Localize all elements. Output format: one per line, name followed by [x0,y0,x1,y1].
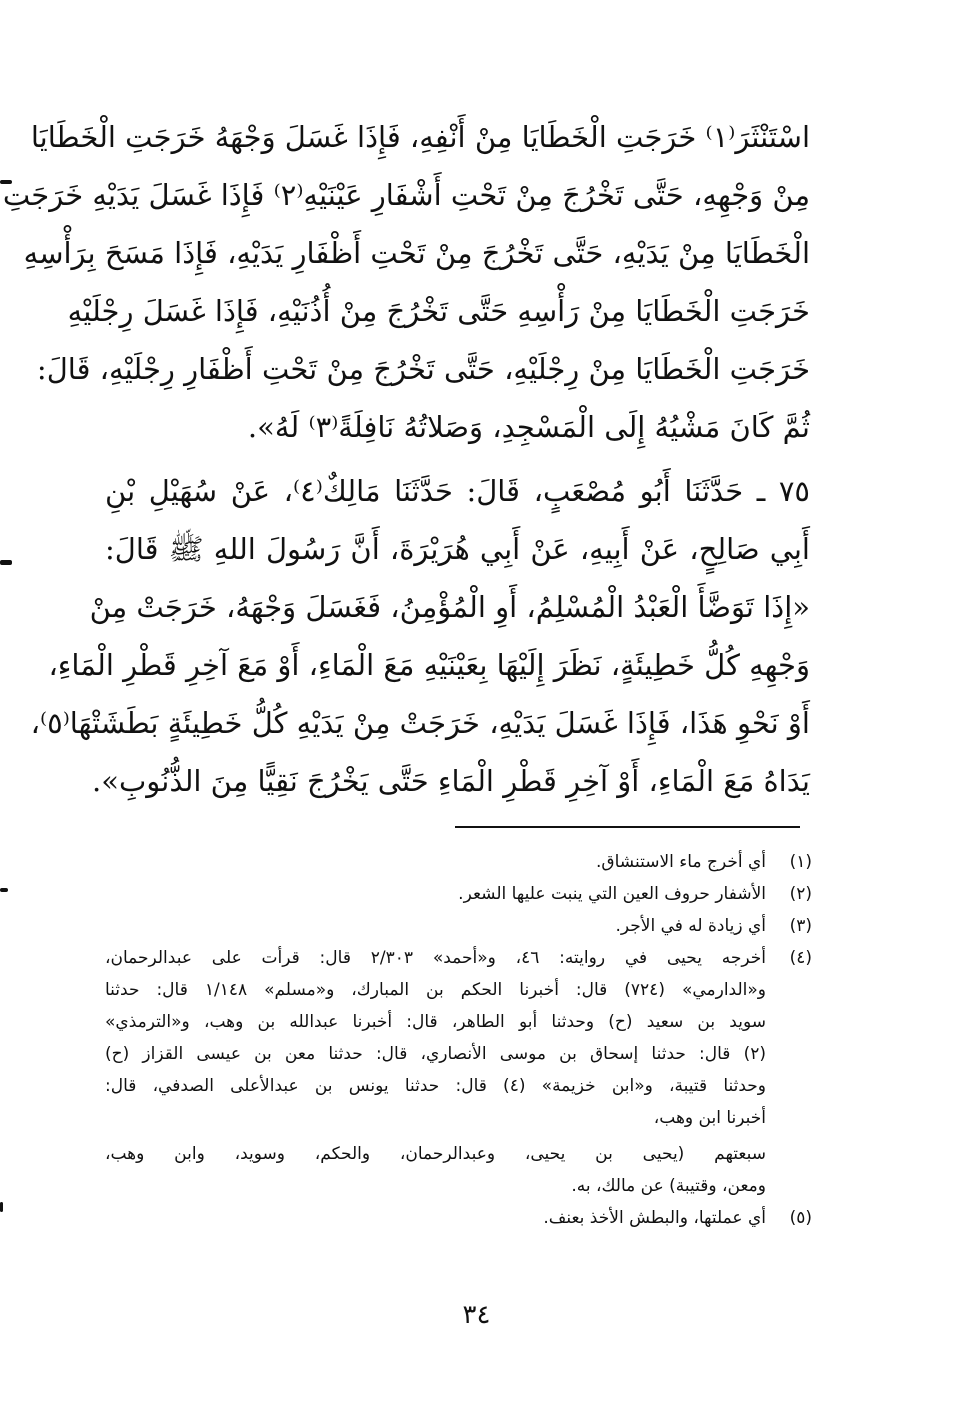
scan-edge-mark [0,888,8,892]
text-line: وَجْهِهِ كُلُّ خَطِيئَةٍ، نَظَرَ إِلَيْهَا بِعَيْنَيْهِ مَعَ الْمَاءِ، أَوْ مَعَ آخِرِ قَطْرِ الْمَاءِ، [48,648,810,682]
footnote-number: (٣) [789,916,812,936]
text-line: أَبِي صَالِحٍ، عَنْ أَبِيهِ، عَنْ أَبِي هُرَيْرَةَ، أَنَّ رَسُولَ اللهِ ﷺ قَالَ: [105,532,810,566]
text-line: خَرَجَتِ الْخَطَايَا مِنْ رِجْلَيْهِ، حَتَّى تَخْرُجَ مِنْ تَحْتِ أَظْفَارِ رِجْلَيْهِ، قَالَ: [36,352,810,386]
text-line: أَوْ نَحْوِ هَذَا، فَإِذَا غَسَلَ يَدَيْهِ، خَرَجَتْ مِنْ يَدَيْهِ كُلُّ خَطِيئَةٍ بَطَشَتْهَا⁽٥⁾، [30,706,810,740]
footnote-number: (٤) [789,948,812,968]
footnote-text: أي عملتها، والبطش الأخذ بعنف. [543,1208,766,1228]
text-line: مِنْ وَجْهِهِ، حَتَّى تَخْرُجَ مِنْ تَحْتِ أَشْفَارِ عَيْنَيْهِ⁽٢⁾ فَإِذَا غَسَلَ يَدَيْهِ خَرَجَتِ [2,178,810,212]
main-text-body [2,108,810,810]
footnote-number: (١) [789,852,812,872]
footnote-text: سبعتهم (يحيى بن يحيى، وعبدالرحمان، والحكم، وسويد، وابن وهب، [105,1144,766,1164]
footnotes-section [105,846,812,1234]
footnote-text: أي أخرج ماء الاستنشاق. [596,852,766,872]
text-line: ثُمَّ كَانَ مَشْيُهُ إِلَى الْمَسْجِدِ، وَصَلاتُهُ نَافِلَةً⁽٣⁾ لَهُ». [247,410,810,444]
footnote-number: (٢) [789,884,812,904]
text-line: اسْتَنْثَرَ⁽١⁾ خَرَجَتِ الْخَطَايَا مِنْ أَنْفِهِ، فَإِذَا غَسَلَ وَجْهَهُ خَرَجَتِ الْخَطَايَا [30,120,810,154]
footnote-number: (٥) [789,1208,812,1228]
footnote-divider [455,826,800,828]
footnote-text: (٢) قال: حدثنا إسحاق بن موسى الأنصاري، قال: حدثنا معن بن عيسى القزاز (ح) [105,1044,766,1064]
footnote-text: وحدثنا قتيبة، و«ابن خزيمة» (٤) قال: حدثنا يونس بن عبدالأعلى الصدفي، قال: [105,1076,766,1096]
footnote-text: أخرجه يحيى في روايته: ٤٦، و«أحمد» ٢/٣٠٣ قال: قرأت على عبدالرحمان، [105,948,766,968]
footnote-2 [105,878,812,910]
scan-edge-mark [0,560,12,565]
scan-edge-mark [0,1202,3,1212]
footnote-4 [105,942,812,1202]
hadith-75-start: ٧٥ ـ حَدَّثَنَا أَبُو مُصْعَبٍ، قَالَ: حَدَّثَنَا مَالِكٌ⁽٤⁾، عَنْ سُهَيْلِ بْنِ [105,474,810,508]
text-line: «إِذَا تَوَضَّأَ الْعَبْدُ الْمُسْلِمُ، أَوِ الْمُؤْمِنُ، فَغَسَلَ وَجْهَهُ، خَرَجَتْ مِنْ [89,590,810,624]
text-line: الْخَطَايَا مِنْ يَدَيْهِ، حَتَّى تَخْرُجَ مِنْ تَحْتِ أَظْفَارِ يَدَيْهِ، فَإِذَا مَسَحَ بِرَأْسِهِ [23,236,810,270]
page-number: ٣٤ [462,1300,491,1330]
footnote-3 [105,910,812,942]
footnote-text: سويد بن سعيد (ح) وحدثنا أبو الطاهر، قال: أخبرنا عبدالله بن وهب، و«الترمذي» [105,1012,766,1032]
text-line: يَدَاهُ مَعَ الْمَاءِ، أَوْ آخِرِ قَطْرِ الْمَاءِ حَتَّى يَخْرُجَ نَقِيًّا مِنَ الذُّنُوبِ». [92,764,810,798]
footnote-text: أخبرنا ابن وهب، [653,1108,766,1128]
footnote-1 [105,846,812,878]
footnote-text: و«الدارمي» (٧٢٤) قال: أخبرنا الحكم بن المبارك، و«مسلم» ١/١٤٨ قال: حدثنا [105,980,766,1000]
text-line: خَرَجَتِ الْخَطَايَا مِنْ رَأْسِهِ حَتَّى تَخْرُجَ مِنْ أُذُنَيْهِ، فَإِذَا غَسَلَ رِجْلَيْهِ [67,294,810,328]
footnote-text: ومعن، وقتيبة) عن مالك، به. [571,1176,766,1196]
footnote-5 [105,1202,812,1234]
footnote-text: أي زيادة له في الأجر. [615,916,766,936]
footnote-text: الأشفار حروف العين التي ينبت عليها الشعر. [458,884,766,904]
footnote-continuation [105,1138,766,1202]
